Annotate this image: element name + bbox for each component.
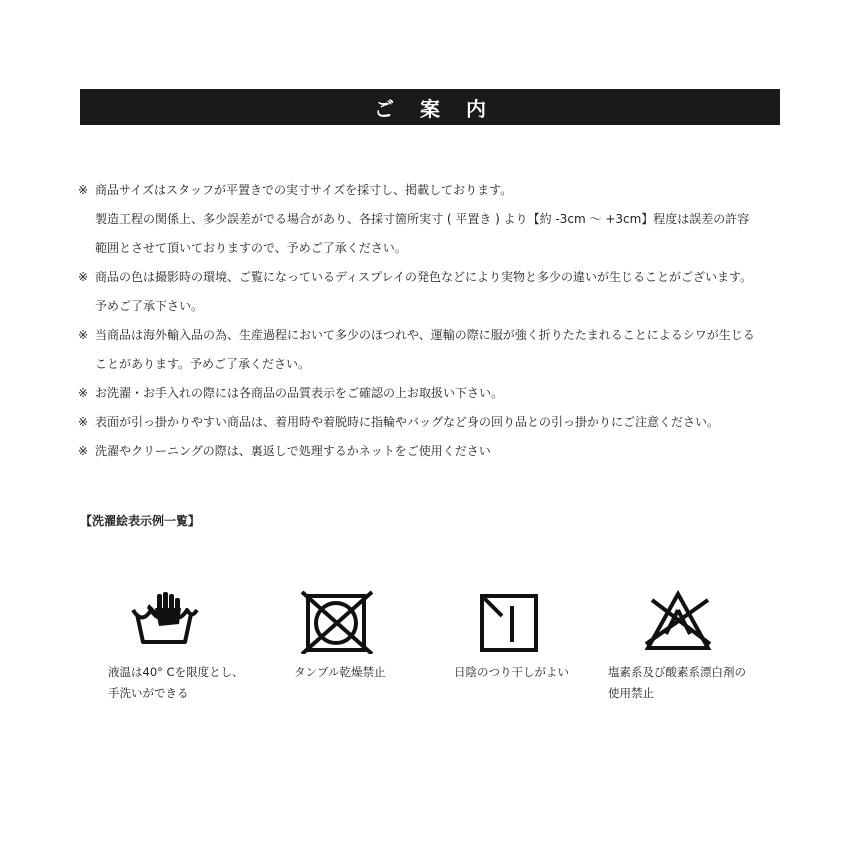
note-line: [78, 234, 788, 263]
care-caption: 液温は40° Cを限度とし、 手洗いができる: [108, 665, 244, 700]
note-text: 当商品は海外輸入品の為、生産過程において多少のほつれや、運輸の際に服が強く折りたたまれることによるシワが生じる: [95, 328, 755, 342]
note-line: [78, 408, 788, 437]
note-text: 表面が引っ掛かりやすい商品は、着用時や着脱時に指輪やバッグなど身の回り品との引っ掛かりにご注意ください。: [95, 415, 720, 429]
page-title: ご案内: [374, 96, 512, 121]
note-line: [78, 350, 788, 379]
note-text: 洗濯やクリーニングの際は、裏返しで処理するかネットをご使用ください: [95, 444, 491, 458]
note-line: [78, 321, 788, 350]
note-text: 範囲とさせて頂いておりますので、予めご了承ください。: [95, 241, 407, 255]
header-bar: [80, 89, 780, 125]
note-mark: [78, 234, 95, 263]
note-mark: ※: [78, 386, 89, 400]
note-text: 製造工程の関係上、多少誤差がでる場合があり、各採寸箇所実寸 ( 平置き ) より【約 -3cm 〜 +3cm】程度は誤差の許容: [95, 212, 750, 226]
note-mark: [78, 350, 95, 379]
no-bleach-icon: [608, 590, 808, 654]
note-text: 商品の色は撮影時の環境、ご覧になっているディスプレイの発色などにより実物と多少の違いが生じることがございます。: [95, 270, 753, 284]
note-mark: ※: [78, 328, 89, 342]
note-line: [78, 437, 788, 466]
note-mark: [78, 292, 95, 321]
note-text: 予めご了承下さい。: [95, 299, 204, 313]
care-section-title: 【洗濯絵表示例一覧】: [80, 514, 201, 528]
care-caption: タンブル乾燥禁止: [294, 665, 386, 679]
note-line: [78, 379, 788, 408]
note-text: 商品サイズはスタッフが平置きでの実寸サイズを採寸し、掲載しております。: [95, 183, 513, 197]
note-line: [78, 263, 788, 292]
note-line: [78, 205, 788, 234]
note-text: ことがあります。予めご了承ください。: [95, 357, 311, 371]
note-mark: ※: [78, 444, 89, 458]
care-symbol: [608, 590, 808, 704]
care-symbol: [108, 590, 308, 704]
note-text: お洗濯・お手入れの際には各商品の品質表示をご確認の上お取扱い下さい。: [95, 386, 504, 400]
note-mark: ※: [78, 183, 89, 197]
note-mark: [78, 205, 95, 234]
note-line: [78, 292, 788, 321]
hand-wash-icon: [105, 590, 305, 654]
notes-list: [78, 176, 788, 466]
note-mark: ※: [78, 415, 89, 429]
note-line: [78, 176, 788, 205]
note-mark: ※: [78, 270, 89, 284]
care-caption: 塩素系及び酸素系漂白剤の 使用禁止: [608, 665, 746, 700]
care-caption: 日陰のつり干しがよい: [454, 665, 569, 679]
